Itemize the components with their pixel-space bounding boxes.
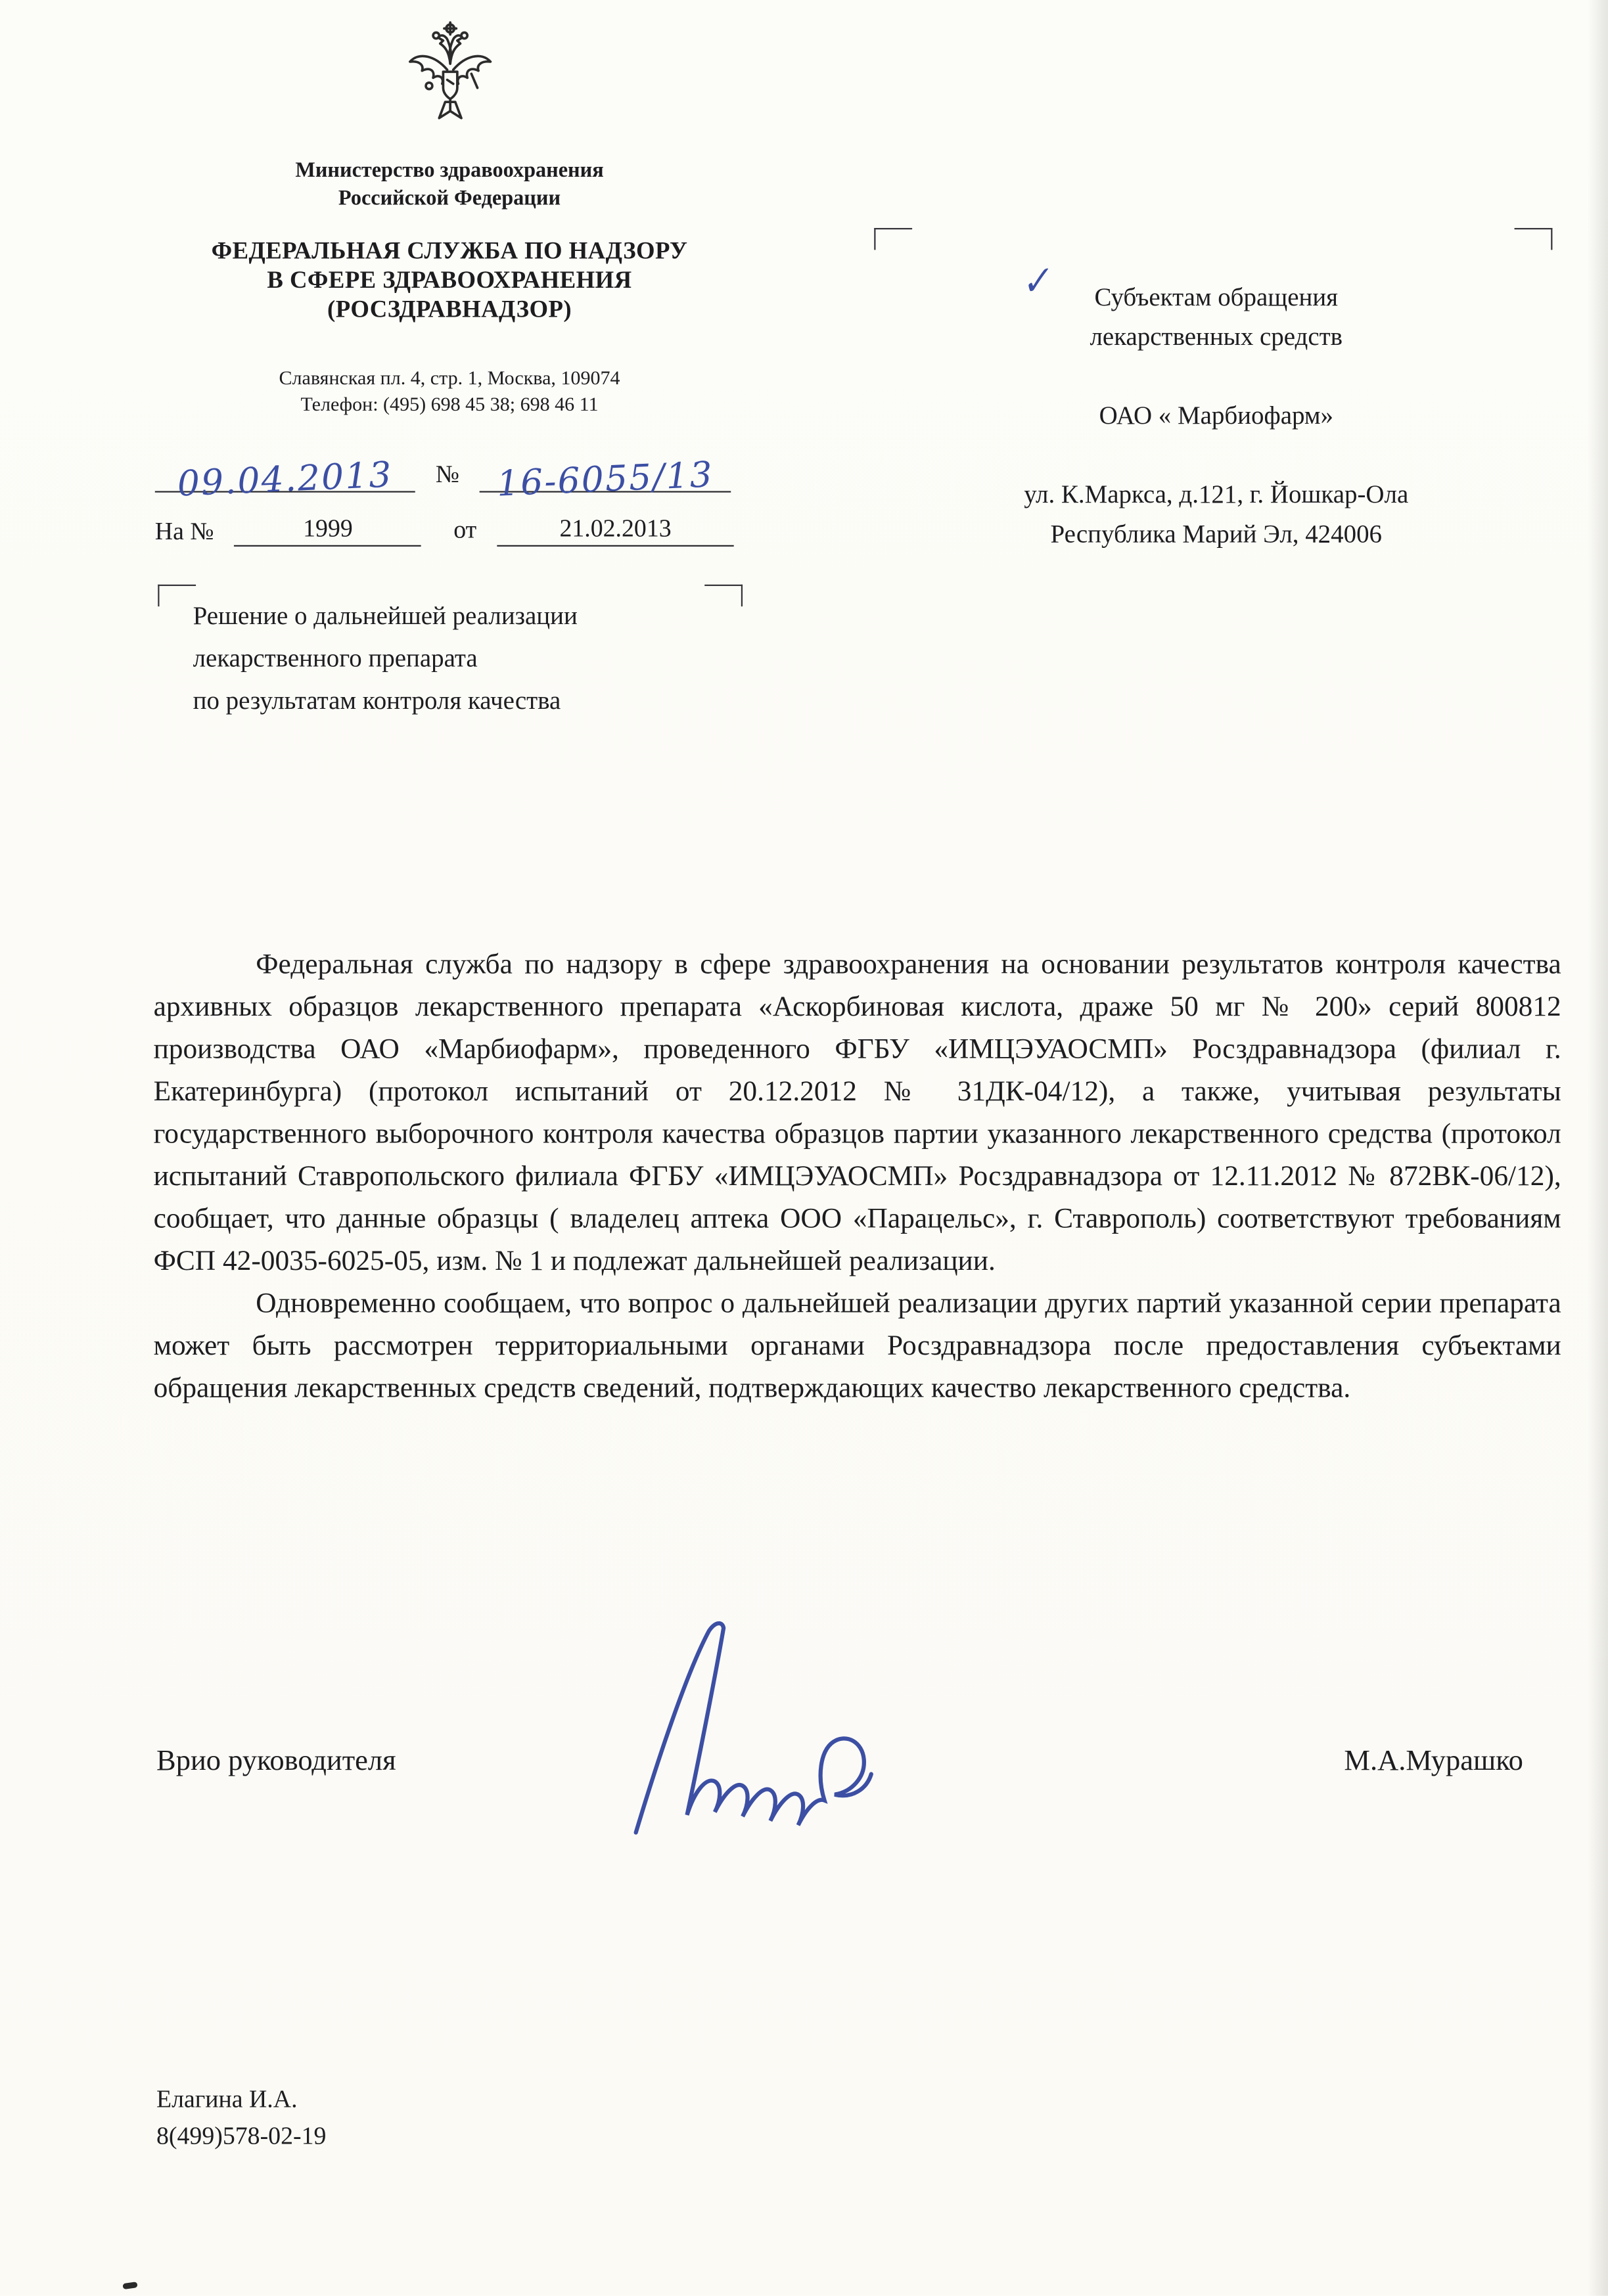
corner-mark-top-left xyxy=(874,228,912,250)
scan-edge-shadow xyxy=(1588,0,1608,2296)
addressee-company: ОАО « Марбиофарм» xyxy=(1099,400,1333,430)
russia-coat-of-arms-icon xyxy=(404,20,495,150)
corner-mark-top-right xyxy=(1515,228,1553,250)
executor-phone: 8(499)578-02-19 xyxy=(156,2121,327,2150)
ministry-line-1: Министерство здравоохранения xyxy=(295,159,604,183)
body-paragraph-1: Федеральная служба по надзору в сфере здравоохранения на основании результатов контроля качества архивных образцов лекарственного препарата «Аскорбиновая кислота, драже 50 мг № 200» серий 800812 производства ОАО «Марбиофарм», проведенного ФГБУ «ИМЦЭУАОСМП» Росздравнадзора (филиал г. Екатеринбурга) (протокол испытаний от 20.12.2012 № 31ДК-04/12), а также, учитывая результаты государственного выборочного контроля качества образцов партии указанного лекарственного средства (протокол испытаний Ставропольского филиала ФГБУ «ИМЦЭУАОСМП» Росздравнадзора от 12.11.2012 № 872ВК-06/12), сообщает, что данные образцы ( владелец аптека ООО «Парацельс», г. Ставрополь) соответствуют требованиям ФСП 42-0035-6025-05, изм. № 1 и подлежат дальнейшей реализации. xyxy=(153,949,1561,1278)
addressee-region: Республика Марий Эл, 424006 xyxy=(1050,518,1383,549)
service-name-line-3: (РОСЗДРАВНАДЗОР) xyxy=(327,295,572,323)
outgoing-reference-row xyxy=(155,434,754,505)
addressee-line-1: Субъектам обращения xyxy=(1094,282,1339,311)
outgoing-date-line xyxy=(155,434,415,505)
service-name-line-1: ФЕДЕРАЛЬНАЯ СЛУЖБА ПО НАДЗОРУ xyxy=(211,236,688,265)
letterhead-address: Славянская пл. 4, стр. 1, Москва, 109074 xyxy=(279,367,620,389)
reply-ref-label: На № xyxy=(154,517,214,545)
service-name-line-2: В СФЕРЕ ЗДРАВООХРАНЕНИЯ xyxy=(267,265,632,294)
subject-line-1: Решение о дальнейшей реализации xyxy=(193,600,578,630)
number-sign: № xyxy=(435,460,460,488)
subject-line-3: по результатам контроля качества xyxy=(193,685,561,715)
scan-artifact-mark xyxy=(122,2282,137,2289)
reply-date: 21.02.2013 xyxy=(497,514,733,547)
letterhead xyxy=(146,20,752,418)
corner-mark-top-right xyxy=(704,585,743,606)
handwritten-signature xyxy=(607,1613,899,1869)
outgoing-number-handwritten: 16-6055/13 xyxy=(496,454,715,505)
addressee-street: ул. К.Маркса, д.121, г. Йошкар-Ола xyxy=(1024,479,1409,509)
ministry-line-2: Российской Федерации xyxy=(338,186,561,210)
outgoing-date-handwritten: 09.04.2013 xyxy=(176,454,394,505)
executor-block xyxy=(156,2081,326,2154)
letterhead-phone: Телефон: (495) 698 45 38; 698 46 11 xyxy=(300,393,599,415)
executor-name: Елагина И.А. xyxy=(156,2085,298,2113)
reply-number: 1999 xyxy=(235,514,422,547)
reply-from-label: от xyxy=(453,516,477,544)
checkmark-icon: ✓ xyxy=(1017,260,1055,305)
signature-row xyxy=(156,1745,1523,1778)
subject-block xyxy=(158,581,743,722)
addressee-line-2: лекарственных средств xyxy=(1090,321,1343,351)
subject-line-2: лекарственного препарата xyxy=(193,642,478,673)
addressee-block xyxy=(874,219,1558,554)
body-paragraph-2: Одновременно сообщаем, что вопрос о дальнейшей реализации других партий указанной серии препарата может быть рассмотрен территориальными органами Росздравнадзора после предоставления субъектами обращения лекарственных средств сведений, подтверждающих качество лекарственного средства. xyxy=(153,1289,1561,1405)
outgoing-number-line xyxy=(480,434,731,505)
signer-name: М.А.Мурашко xyxy=(1344,1745,1523,1777)
signer-title: Врио руководителя xyxy=(156,1745,396,1777)
corner-mark-top-left xyxy=(158,585,196,606)
reply-reference-row xyxy=(155,514,754,547)
letter-body xyxy=(154,944,1561,1410)
